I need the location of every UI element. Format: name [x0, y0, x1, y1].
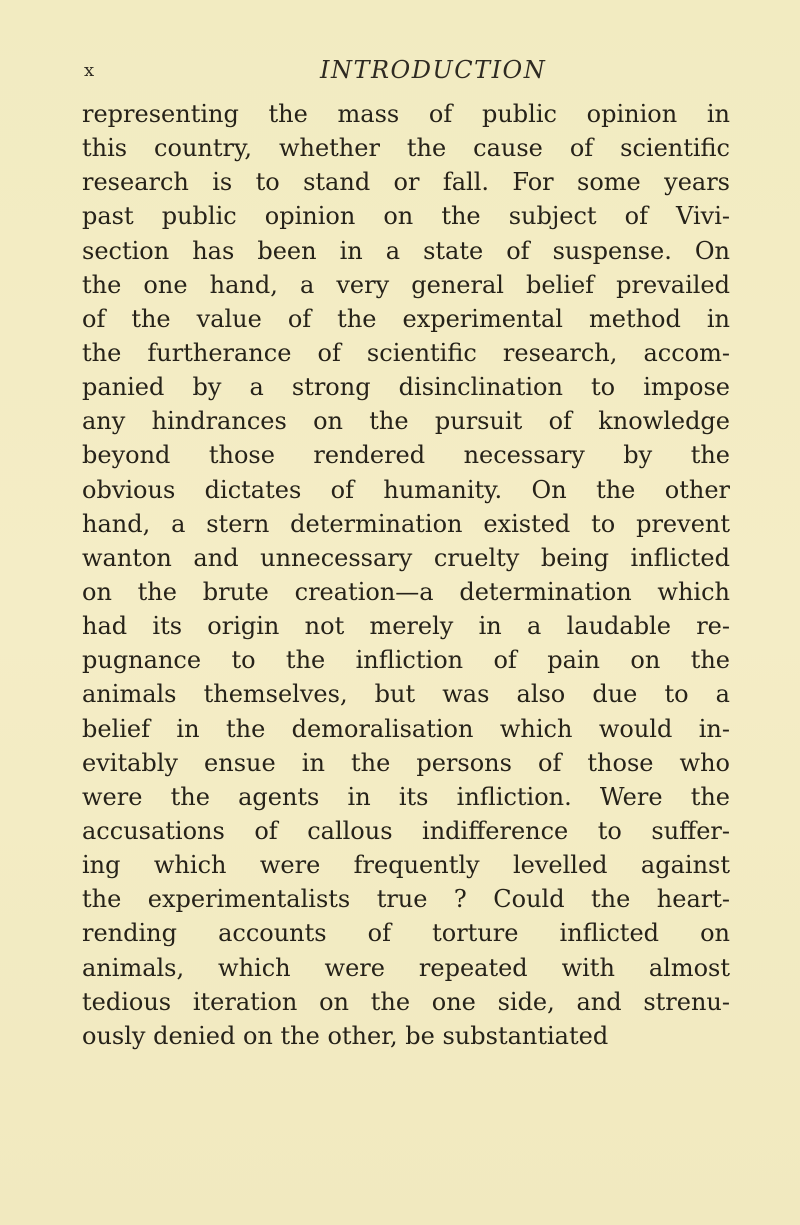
text-line: accusations of callous indifference to suffer- [82, 816, 730, 845]
text-line: pugnance to the infliction of pain on the [82, 646, 730, 675]
text-line: rending accounts of torture inflicted on [82, 919, 730, 948]
text-line: the experimentalists true ? Could the heart- [82, 885, 730, 914]
text-line: belief in the demoralisation which would in- [82, 714, 730, 743]
text-line: animals themselves, but was also due to a [82, 680, 730, 709]
chapter-title: INTRODUCTION [320, 56, 547, 84]
text-line: beyond those rendered necessary by the [82, 441, 730, 470]
text-line: on the brute creation—a determination which [82, 577, 730, 606]
text-line: had its origin not merely in a laudable re- [82, 612, 730, 641]
text-line: hand, a stern determination existed to prevent [82, 509, 730, 538]
text-line: of the value of the experimental method in [82, 304, 730, 333]
text-line: tedious iteration on the one side, and strenu- [82, 987, 730, 1016]
text-line: ously denied on the other, be substantiated [82, 1021, 609, 1050]
text-line: obvious dictates of humanity. On the other [82, 475, 730, 504]
running-head [0, 56, 800, 92]
text-line: animals, which were repeated with almost [82, 953, 730, 982]
text-line: wanton and unnecessary cruelty being inflicted [82, 543, 730, 572]
text-line: evitably ensue in the persons of those who [82, 748, 730, 777]
text-line: the one hand, a very general belief prevailed [82, 270, 730, 299]
text-line: representing the mass of public opinion in [82, 100, 730, 128]
text-line: ing which were frequently levelled against [82, 851, 730, 880]
text-line: were the agents in its infliction. Were the [82, 782, 730, 811]
text-line: section has been in a state of suspense. On [82, 236, 730, 265]
page-number: x [84, 60, 96, 81]
text-line: this country, whether the cause of scientific [82, 134, 730, 163]
text-line: any hindrances on the pursuit of knowledge [82, 407, 730, 436]
text-line: past public opinion on the subject of Vivi- [82, 202, 730, 231]
text-line: research is to stand or fall. For some years [82, 168, 730, 197]
text-line: panied by a strong disinclination to impose [82, 373, 730, 402]
body-text [82, 97, 730, 1053]
text-line: the furtherance of scientific research, accom- [82, 338, 730, 367]
